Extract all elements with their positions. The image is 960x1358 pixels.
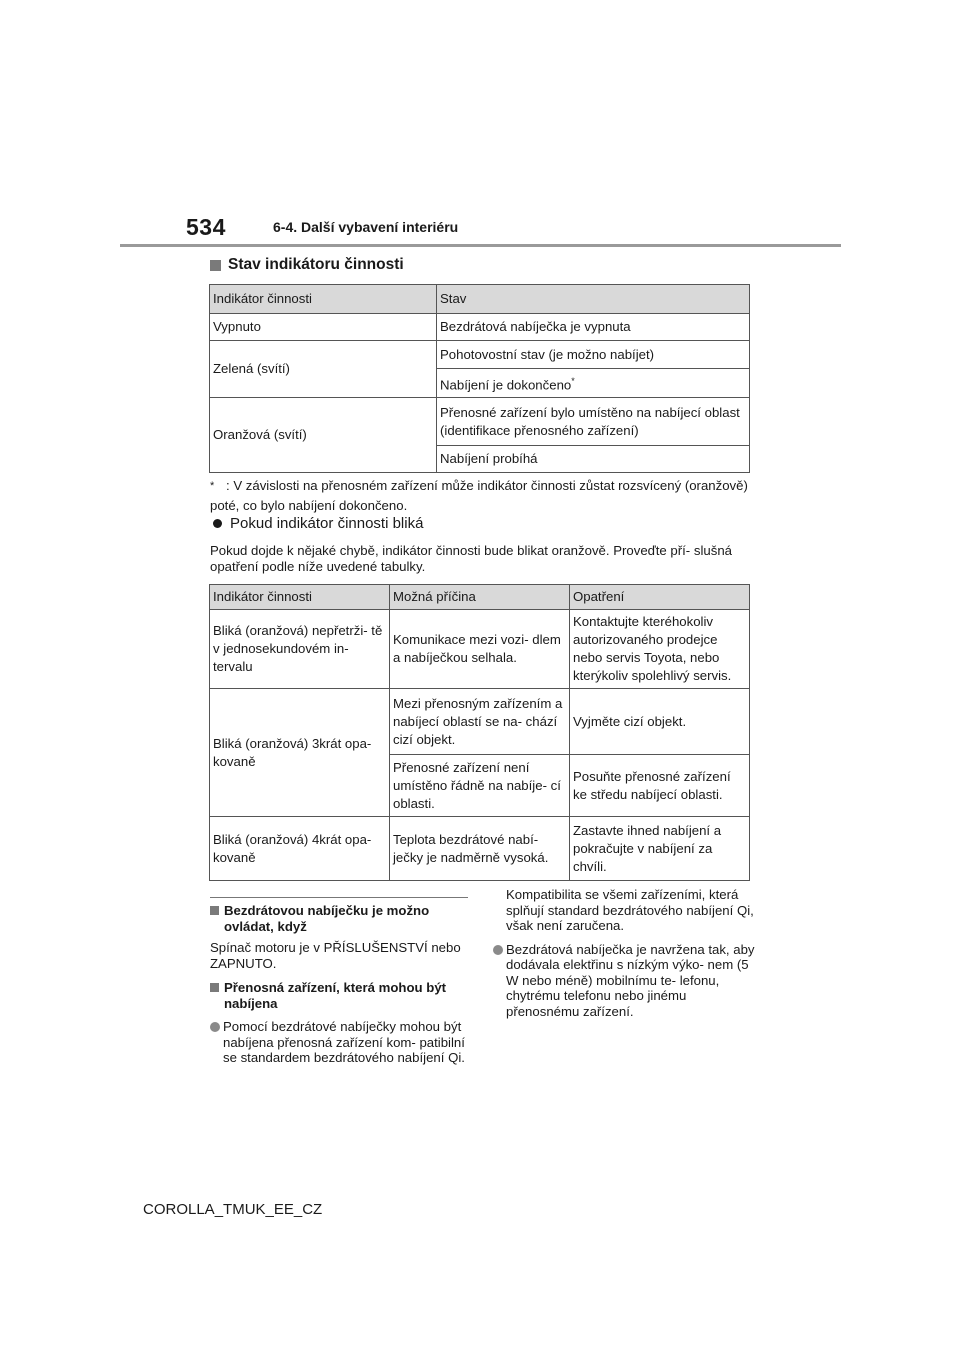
section-heading (210, 256, 404, 274)
bullet-icon (213, 519, 222, 528)
table-row (210, 341, 750, 369)
table-cell: Zastavte ihned nabíjení a pokračujte v nabíjení za chvíli. (570, 817, 750, 881)
square-bullet-icon (210, 983, 219, 992)
subheading (210, 903, 472, 934)
table-cell: Bliká (oranžová) 4krát opa- kovaně (210, 817, 390, 881)
table-cell: Vypnuto (210, 314, 437, 341)
footnote-mark: * (571, 376, 575, 386)
table-cell: Pohotovostní stav (je možno nabíjet) (437, 341, 750, 369)
table-header-cell: Možná příčina (390, 585, 570, 610)
bullet-icon (493, 945, 503, 955)
table-cell: Zelená (svítí) (210, 341, 437, 398)
table-cell: Mezi přenosným zařízením a nabíjecí oblastí se na- chází cizí objekt. (390, 689, 570, 755)
table-cell (437, 369, 750, 398)
table-header-row (210, 285, 750, 314)
page-number: 534 (186, 214, 226, 240)
bullet-item (210, 1019, 472, 1066)
bullet-text: Pomocí bezdrátové nabíječky mohou být nabíjena přenosná zařízení kom- patibilní se standardem bezdrátového nabíjení Qi. (223, 1019, 465, 1065)
table-cell: Přenosné zařízení bylo umístěno na nabíjecí oblast (identifikace přenosného zařízení) (437, 398, 750, 446)
bullet-icon (210, 1022, 220, 1032)
table-header-row (210, 585, 750, 610)
table-row (210, 689, 750, 755)
table-cell: Kontaktujte kteréhokoliv autorizovaného prodejce nebo servis Toyota, nebo kterýkoliv spolehlivý servis. (570, 610, 750, 689)
subheading-text: Přenosná zařízení, která mohou být nabíjena (224, 980, 447, 1011)
indicator-status-table (209, 284, 750, 473)
chapter-title: 6-4. Další vybavení interiéru (273, 219, 459, 235)
blink-paragraph: Pokud dojde k nějaké chybě, indikátor činnosti bude blikat oranžově. Proveďte pří- slušná opatření podle níže uvedené tabulky. (210, 543, 732, 574)
table-cell: Teplota bezdrátové nabí- ječky je nadměrně vysoká. (390, 817, 570, 881)
header-divider (120, 244, 841, 247)
table-cell: Posuňte přenosné zařízení ke středu nabíjecí oblasti. (570, 755, 750, 817)
table-cell: Nabíjení probíhá (437, 446, 750, 473)
table-row (210, 314, 750, 341)
table-row (210, 398, 750, 446)
paragraph: Kompatibilita se všemi zařízeními, která splňují standard bezdrátového nabíjení Qi, však není zaručena. (506, 887, 754, 933)
table-cell: Bliká (oranžová) 3krát opa- kovaně (210, 689, 390, 817)
blink-troubleshooting-table (209, 584, 750, 881)
table-header-cell: Indikátor činnosti (210, 585, 390, 610)
table-cell: Komunikace mezi vozi- dlem a nabíječkou selhala. (390, 610, 570, 689)
square-bullet-icon (210, 260, 221, 271)
table-cell: Bezdrátová nabíječka je vypnuta (437, 314, 750, 341)
table-header-cell: Stav (437, 285, 750, 314)
section-title: Stav indikátoru činnosti (228, 256, 404, 273)
left-column (210, 903, 472, 1066)
table-cell: Bliká (oranžová) nepřetrži- tě v jednosekundovém in- tervalu (210, 610, 390, 689)
footnote-text: : V závislosti na přenosném zařízení může indikátor činnosti zůstat rozsvícený (oranžově) poté, co bylo nabíjení dokončeno. (210, 478, 748, 514)
blink-heading-text: Pokud indikátor činnosti bliká (230, 515, 424, 532)
column-divider (210, 897, 468, 898)
table-row (210, 610, 750, 689)
footnote-mark: * (210, 480, 215, 492)
table-row (210, 817, 750, 881)
footnote (210, 478, 750, 514)
table-cell: Přenosné zařízení není umístěno řádně na nabíje- cí oblasti. (390, 755, 570, 817)
table-header-cell: Opatření (570, 585, 750, 610)
bullet-item (493, 942, 755, 1020)
bullet-text: Bezdrátová nabíječka je navržena tak, aby dodávala elektřinu s nízkým výko- nem (5 W nebo méně) mobilnímu te- lefonu, chytrému telefonu nebo jinému přenosnému zařízení. (506, 941, 755, 1019)
table-header-cell: Indikátor činnosti (210, 285, 437, 314)
footer-text: COROLLA_TMUK_EE_CZ (143, 1201, 323, 1218)
subheading (210, 980, 472, 1011)
table-cell: Oranžová (svítí) (210, 398, 437, 473)
right-column (493, 887, 755, 1019)
table-cell: Vyjměte cizí objekt. (570, 689, 750, 755)
paragraph: Spínač motoru je v PŘÍSLUŠENSTVÍ nebo ZAPNUTO. (210, 940, 461, 971)
cell-text: Nabíjení je dokončeno (440, 377, 572, 393)
subheading-text: Bezdrátovou nabíječku je možno ovládat, když (224, 903, 430, 934)
square-bullet-icon (210, 906, 219, 915)
blink-heading (210, 515, 423, 532)
